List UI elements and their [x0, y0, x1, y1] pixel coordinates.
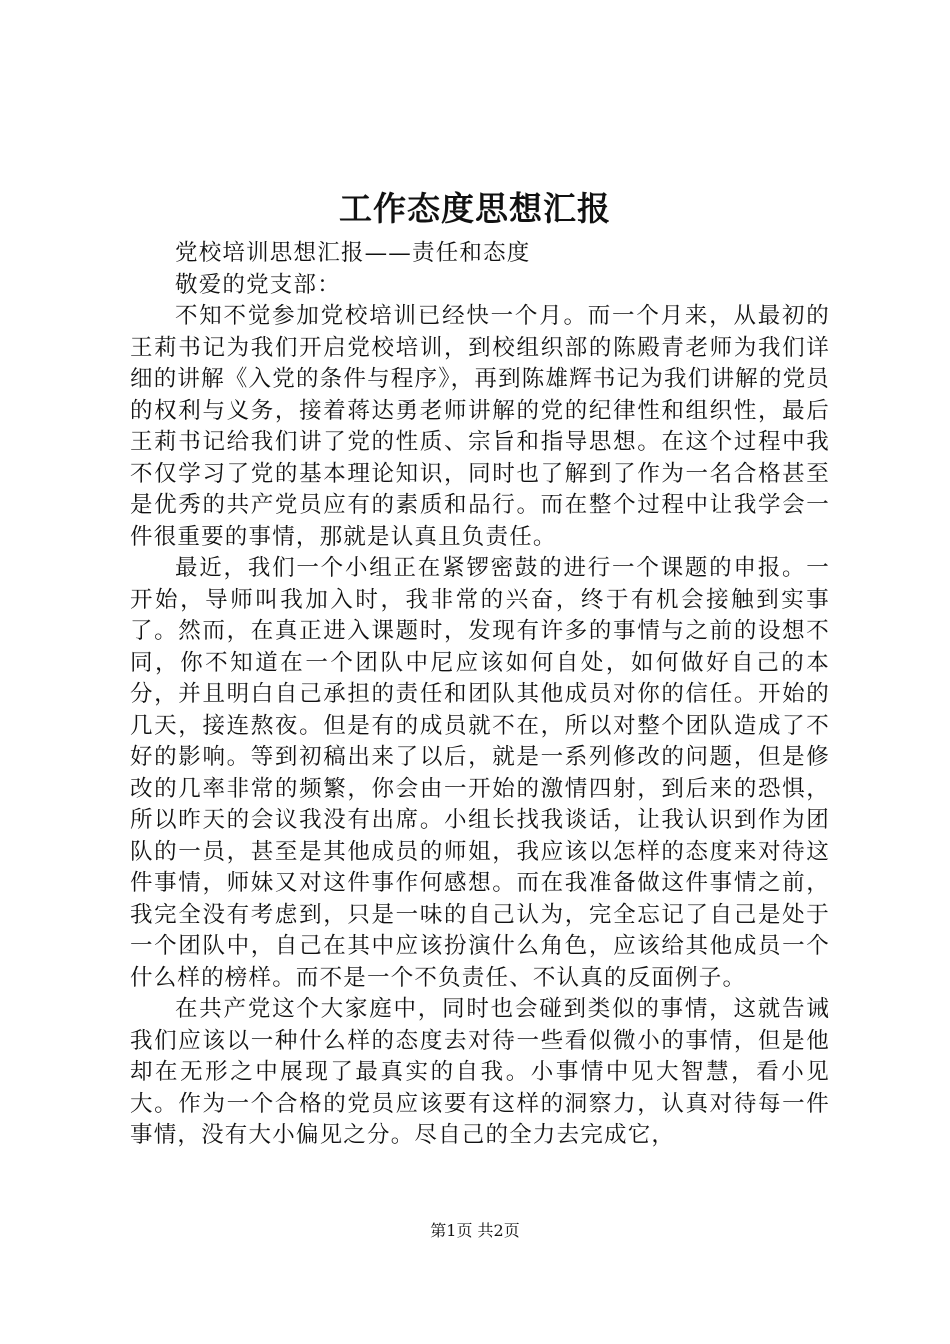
- document-title: 工作态度思想汇报: [339, 189, 611, 228]
- body-paragraph-2: 最近，我们一个小组正在紧锣密鼓的进行一个课题的申报。一开始，导师叫我加入时，我非常的兴奋，终于有机会接触到实事了。然而，在真正进入课题时，发现有许多的事情与之前的设想不同，你不知道在一个团队中尼应该如何自处，如何做好自己的本分，并且明白自己承担的责任和团队其他成员对你的信任。开始的几天，接连熬夜。但是有的成员就不在，所以对整个团队造成了不好的影响。等到初稿出来了以后，就是一系列修改的问题，但是修改的几率非常的频繁，你会由一开始的激情四射，到后来的恐惧，所以昨天的会议我没有出席。小组长找我谈话，让我认识到作为团队的一员，甚至是其他成员的师姐，我应该以怎样的态度来对待这件事情，师妹又对这件事作何感想。而在我准备做这件事情之前，我完全没有考虑到，只是一味的自己认为，完全忘记了自己是处于一个团队中，自己在其中应该扮演什么角色，应该给其他成员一个什么样的榜样。而不是一个不负责任、不认真的反面例子。: [130, 555, 830, 991]
- subtitle-paragraph: 党校培训思想汇报——责任和态度: [175, 240, 531, 266]
- page-footer: 第1页 共2页: [430, 1221, 520, 1240]
- salutation-paragraph: 敬爱的党支部：: [175, 271, 341, 298]
- body-paragraph-1: 不知不觉参加党校培训已经快一个月。而一个月来，从最初的王莉书记为我们开启党校培训，到校组织部的陈殿青老师为我们详细的讲解《入党的条件与程序》，再到陈雄辉书记为我们讲解的党员的权利与义务，接着蒋达勇老师讲解的党的纪律性和组织性，最后王莉书记给我们讲了党的性质、宗旨和指导思想。在这个过程中我不仅学习了党的基本理论知识，同时也了解到了作为一名合格甚至是优秀的共产党员应有的素质和品行。而在整个过程中让我学会一件很重要的事情，那就是认真且负责任。: [130, 303, 830, 550]
- body-paragraph-3: 在共产党这个大家庭中，同时也会碰到类似的事情，这就告诫我们应该以一种什么样的态度去对待一些看似微小的事情，但是他却在无形之中展现了最真实的自我。小事情中见大智慧，看小见大。作为一个合格的党员应该要有这样的洞察力，认真对待每一件事情，没有大小偏见之分。尽自己的全力去完成它，: [130, 996, 830, 1148]
- document-body: [130, 238, 830, 1152]
